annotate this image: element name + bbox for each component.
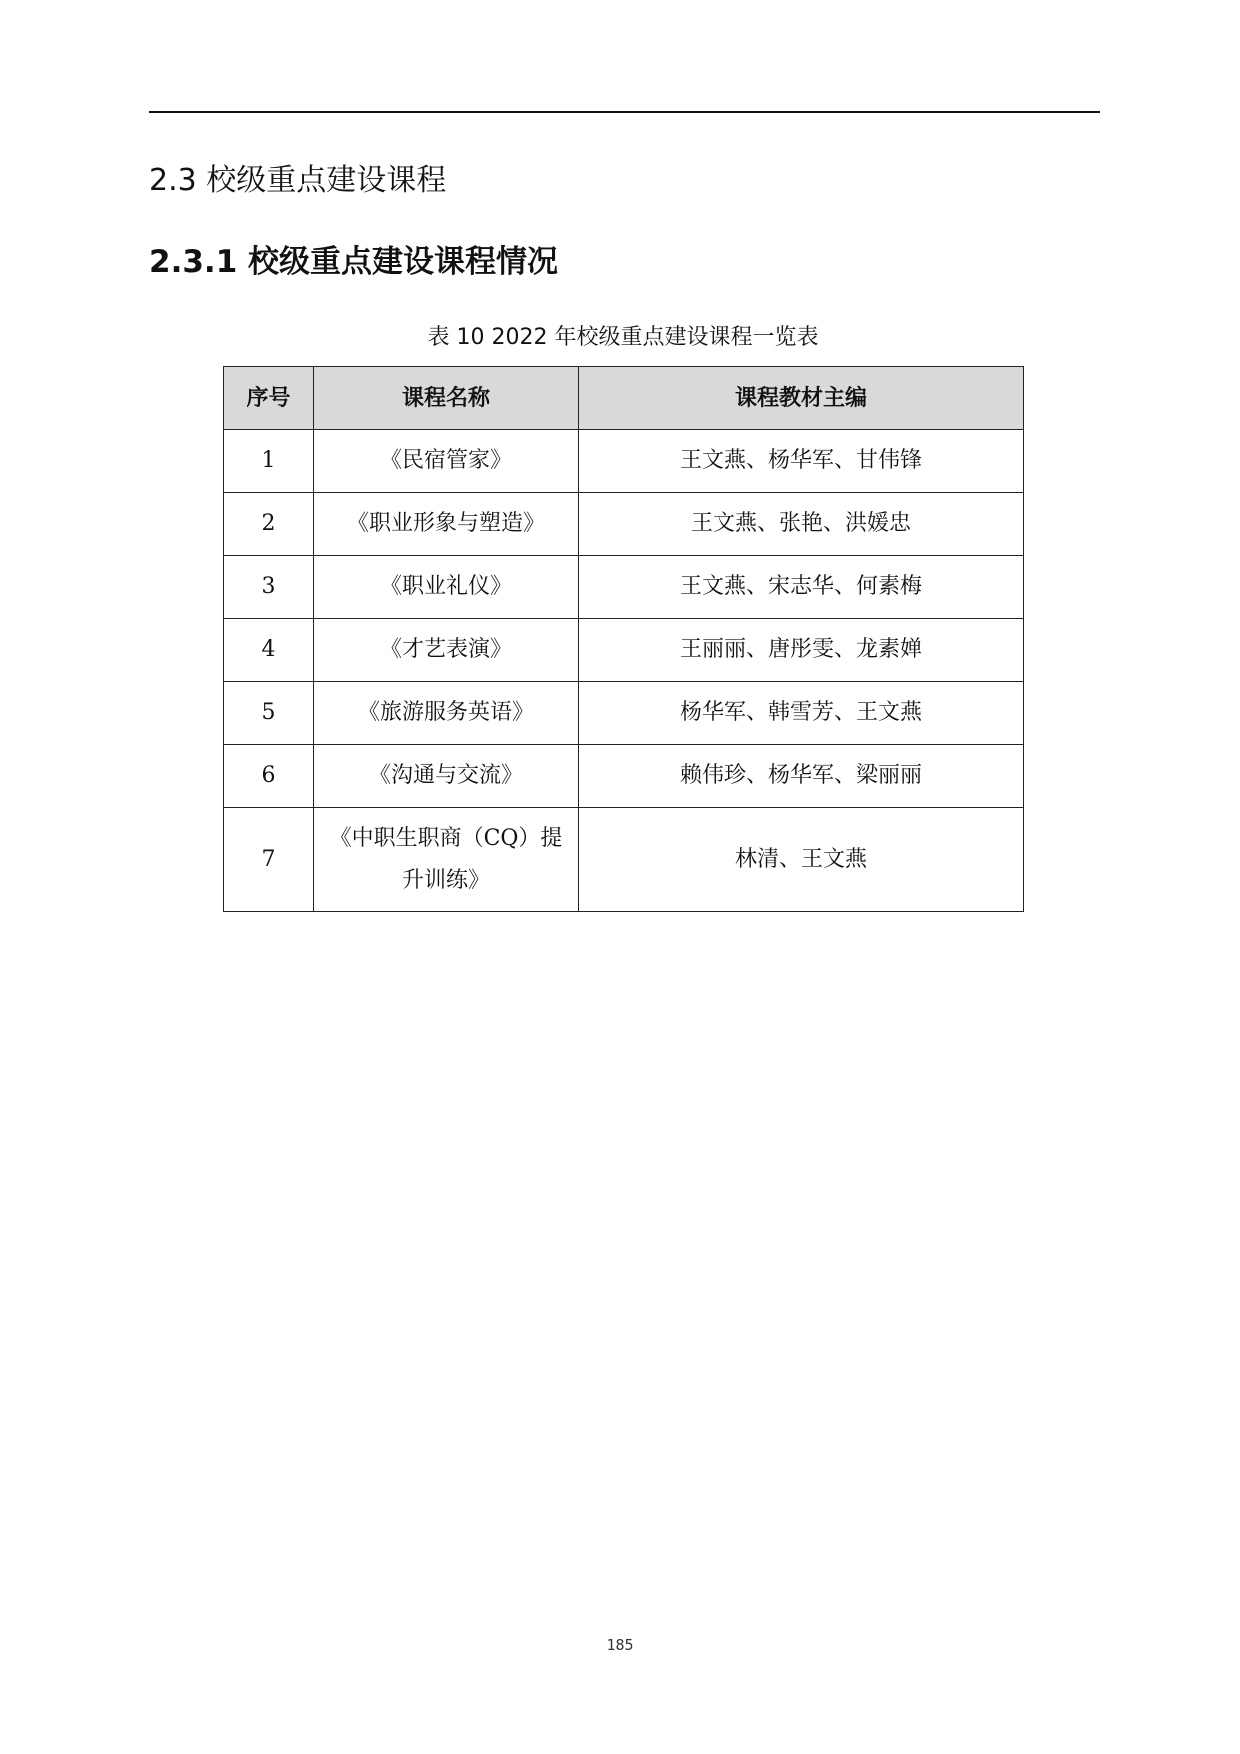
header-rule (149, 111, 1100, 113)
cell-editors: 王文燕、张艳、洪媛忠 (579, 493, 1024, 556)
cell-no: 7 (224, 808, 314, 912)
table-row (224, 619, 1024, 682)
page-number: 185 (606, 1636, 634, 1654)
column-header-no: 序号 (224, 367, 314, 430)
table-row (224, 556, 1024, 619)
cell-no: 2 (224, 493, 314, 556)
cell-editors: 王文燕、杨华军、甘伟锋 (579, 430, 1024, 493)
table-header-row (224, 367, 1024, 430)
cell-course: 《民宿管家》 (314, 430, 579, 493)
table-row (224, 682, 1024, 745)
column-header-course: 课程名称 (314, 367, 579, 430)
cell-editors: 赖伟珍、杨华军、梁丽丽 (579, 745, 1024, 808)
table-caption: 表 10 2022 年校级重点建设课程一览表 (427, 325, 819, 350)
column-header-editors: 课程教材主编 (579, 367, 1024, 430)
table-row (224, 745, 1024, 808)
section-heading: 2.3 校级重点建设课程 (149, 163, 447, 198)
table-row (224, 493, 1024, 556)
cell-course: 《旅游服务英语》 (314, 682, 579, 745)
cell-editors: 王文燕、宋志华、何素梅 (579, 556, 1024, 619)
cell-course: 《职业礼仪》 (314, 556, 579, 619)
cell-no: 3 (224, 556, 314, 619)
cell-no: 5 (224, 682, 314, 745)
cell-editors: 林清、王文燕 (579, 808, 1024, 912)
cell-no: 6 (224, 745, 314, 808)
cell-no: 1 (224, 430, 314, 493)
cell-course: 《才艺表演》 (314, 619, 579, 682)
cell-editors: 王丽丽、唐彤雯、龙素婵 (579, 619, 1024, 682)
subsection-heading: 2.3.1 校级重点建设课程情况 (149, 244, 559, 280)
cell-no: 4 (224, 619, 314, 682)
cell-course: 《沟通与交流》 (314, 745, 579, 808)
table-row (224, 808, 1024, 912)
course-table (223, 366, 1024, 912)
cell-editors: 杨华军、韩雪芳、王文燕 (579, 682, 1024, 745)
table-row (224, 430, 1024, 493)
cell-course: 《职业形象与塑造》 (314, 493, 579, 556)
cell-course: 《中职生职商（CQ）提升训练》 (314, 808, 579, 912)
